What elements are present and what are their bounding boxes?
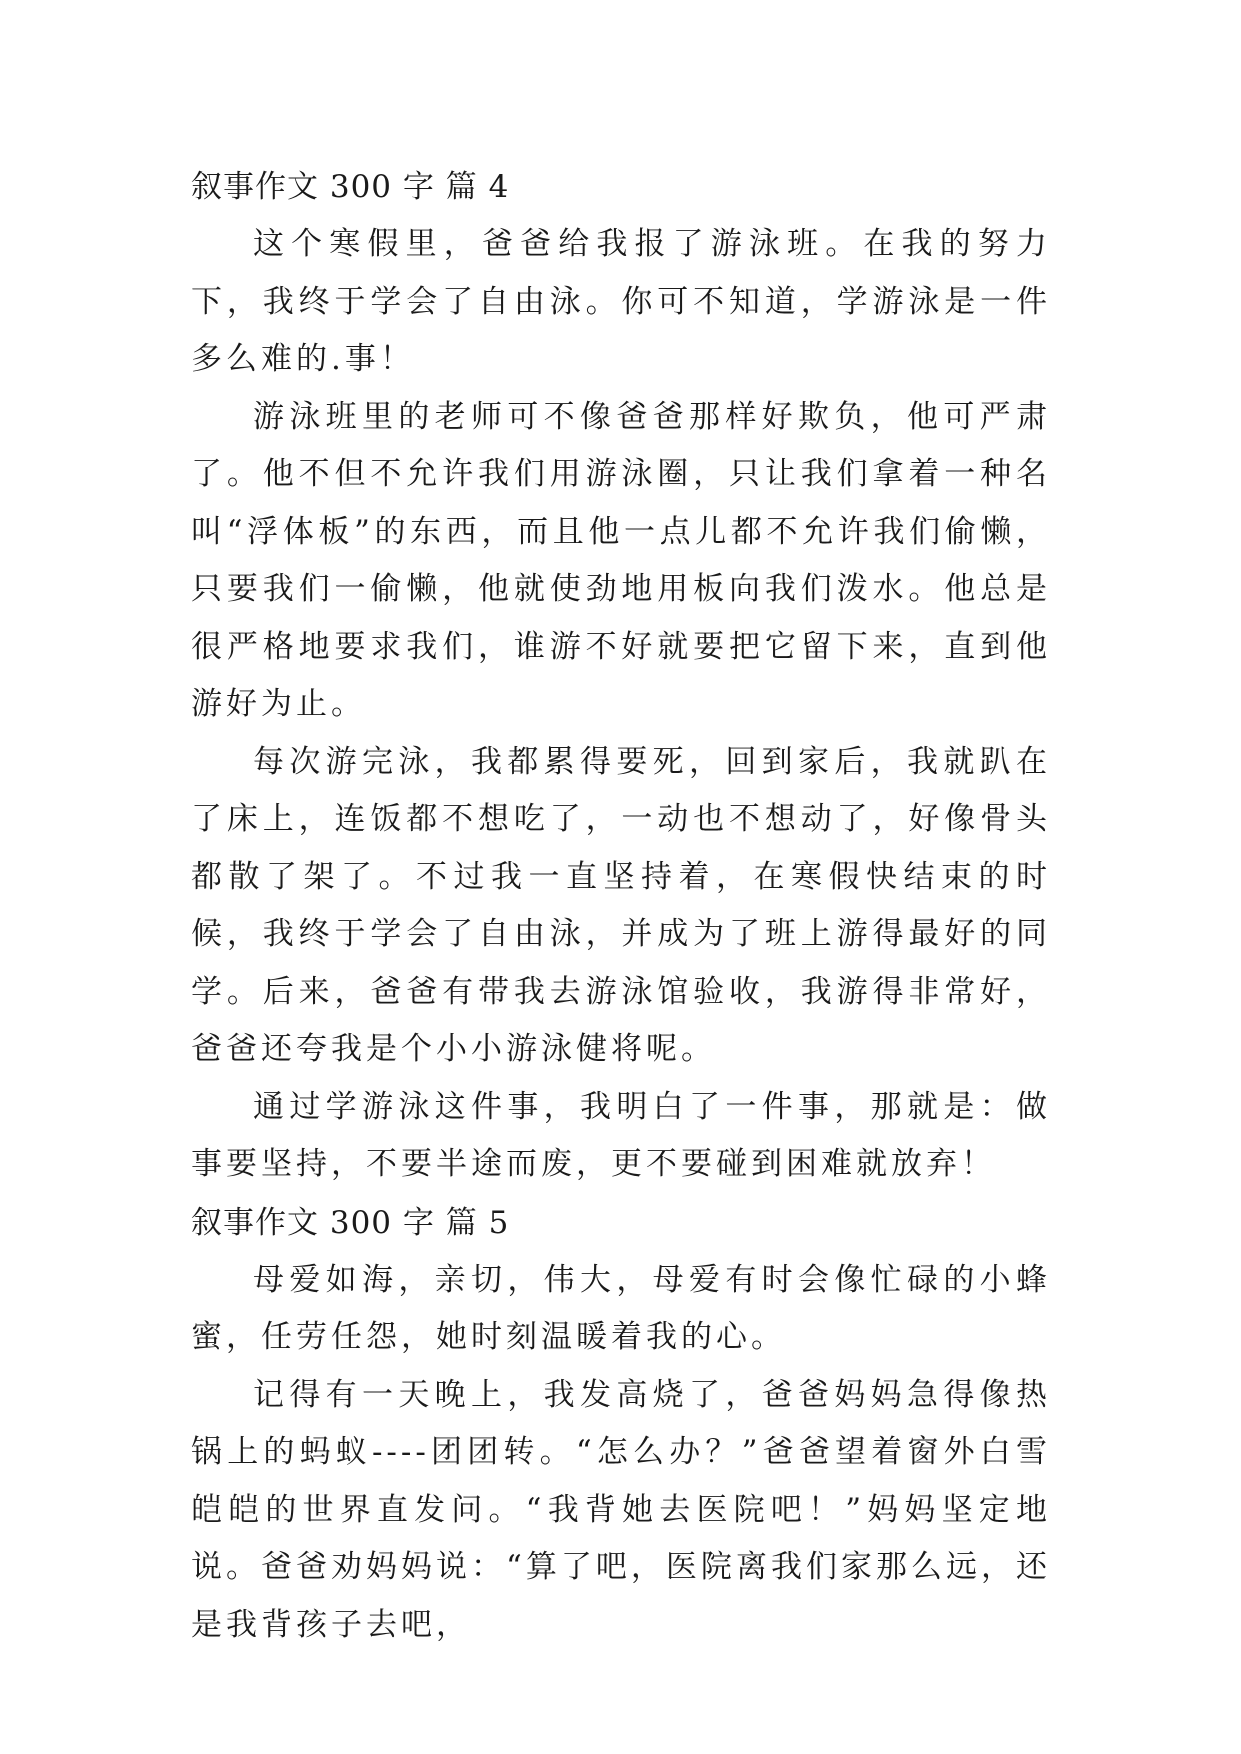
paragraph: 游泳班里的老师可不像爸爸那样好欺负，他可严肃了。他不但不允许我们用游泳圈，只让我们拿着一种名叫“浮体板”的东西，而且他一点儿都不允许我们偷懒，只要我们一偷懒，他就使劲地用板向我们泼水。他总是很严格地要求我们，谁游不好就要把它留下来，直到他游好为止。 bbox=[191, 398, 1051, 722]
document-body bbox=[191, 158, 1051, 1654]
section-heading-4: 叙事作文 300 字 篇 4 bbox=[191, 169, 510, 205]
section-heading-5: 叙事作文 300 字 篇 5 bbox=[191, 1204, 510, 1241]
paragraph: 每次游完泳，我都累得要死，回到家后，我就趴在了床上，连饭都不想吃了，一动也不想动了，好像骨头都散了架了。不过我一直坚持着，在寒假快结束的时候，我终于学会了自由泳，并成为了班上游得最好的同学。后来，爸爸有带我去游泳馆验收，我游得非常好，爸爸还夸我是个小小游泳健将呢。 bbox=[191, 743, 1051, 1067]
paragraph: 这个寒假里，爸爸给我报了游泳班。在我的努力下，我终于学会了自由泳。你可不知道，学游泳是一件多么难的.事！ bbox=[191, 226, 1051, 377]
paragraph: 母爱如海，亲切，伟大，母爱有时会像忙碌的小蜂蜜，任劳任怨，她时刻温暖着我的心。 bbox=[191, 1261, 1051, 1355]
paragraph: 通过学游泳这件事，我明白了一件事，那就是：做事要坚持，不要半途而废，更不要碰到困难就放弃！ bbox=[191, 1088, 1051, 1182]
paragraph: 记得有一天晚上，我发高烧了，爸爸妈妈急得像热锅上的蚂蚁----团团转。“怎么办？”爸爸望着窗外白雪皑皑的世界直发问。“我背她去医院吧！”妈妈坚定地说。爸爸劝妈妈说：“算了吧，医院离我们家那么远，还是我背孩子去吧， bbox=[191, 1376, 1051, 1643]
